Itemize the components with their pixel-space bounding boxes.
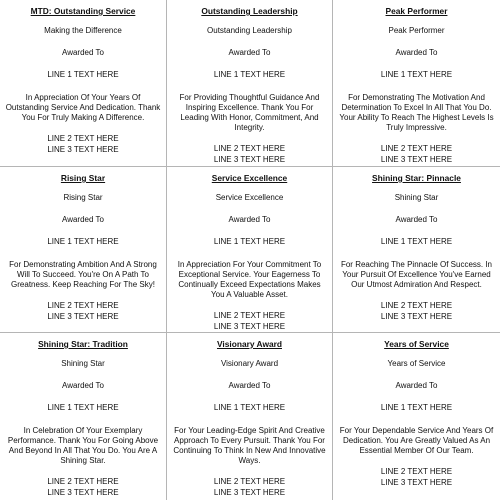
recipient-line-3: LINE 3 TEXT HERE: [47, 311, 119, 321]
award-subtitle: Rising Star: [63, 193, 103, 202]
award-title: Shining Star: Tradition: [38, 339, 128, 349]
recipient-line-3: LINE 3 TEXT HERE: [47, 144, 119, 154]
recipient-line-1: LINE 1 TEXT HERE: [47, 403, 119, 413]
award-card-visionary-award: [167, 333, 333, 500]
award-description: For Reaching The Pinnacle Of Success. In Your Pursuit Of Excellence You've Earned Our Utmost Admiration And Respect.: [340, 259, 493, 290]
award-subtitle: Visionary Award: [220, 359, 279, 368]
recipient-line-3: LINE 3 TEXT HERE: [213, 487, 286, 497]
awarded-to-label: Awarded To: [228, 381, 271, 391]
footer-lines: [337, 144, 496, 165]
award-title: Peak Performer: [385, 6, 448, 16]
recipient-line-2: LINE 2 TEXT HERE: [380, 144, 453, 154]
award-card-years-of-service: [333, 333, 500, 500]
awarded-to-label: Awarded To: [228, 215, 271, 225]
recipient-line-2: LINE 2 TEXT HERE: [380, 467, 453, 477]
award-subtitle: Shining Star: [61, 359, 105, 368]
footer-lines: [4, 301, 162, 322]
award-description: In Appreciation Of Your Years Of Outstanding Service And Dedication. Thank You For Truly Making A Difference.: [5, 92, 161, 123]
recipient-line-2: LINE 2 TEXT HERE: [213, 144, 286, 154]
recipient-line-1: LINE 1 TEXT HERE: [47, 70, 119, 80]
awarded-to-label: Awarded To: [395, 215, 438, 225]
recipient-line-1: LINE 1 TEXT HERE: [213, 403, 286, 413]
award-card-shining-star-pinnacle: [333, 167, 500, 333]
awarded-to-label: Awarded To: [62, 215, 104, 225]
footer-lines: [171, 477, 328, 498]
award-title: Service Excellence: [211, 173, 288, 183]
award-title: Outstanding Leadership: [201, 6, 298, 16]
recipient-line-2: LINE 2 TEXT HERE: [380, 301, 453, 311]
award-description: For Demonstrating The Motivation And Determination To Excel In All That You Do. Your Ability To Reach The Highest Levels Is Truly Impressive.: [339, 92, 494, 133]
award-description: For Demonstrating Ambition And A Strong Will To Succeed. You're On A Path To Greatness. Keep Reaching For The Sky!: [9, 259, 157, 290]
awarded-to-label: Awarded To: [62, 381, 104, 391]
award-description: In Appreciation For Your Commitment To Exceptional Service. Your Eagerness To Continually Exceed Expectations Makes You A Valuable Asset.: [177, 259, 322, 300]
recipient-line-2: LINE 2 TEXT HERE: [213, 311, 286, 321]
award-subtitle: Service Excellence: [215, 193, 284, 202]
awarded-to-label: Awarded To: [395, 381, 438, 391]
award-card-service-excellence: [167, 167, 333, 333]
footer-lines: [171, 311, 328, 332]
award-description: In Celebration Of Your Exemplary Performance. Thank You For Going Above And Beyond In All That You Do. You Are A Shining Star.: [7, 425, 159, 466]
award-card-outstanding-leadership: [167, 0, 333, 167]
recipient-line-2: LINE 2 TEXT HERE: [213, 477, 286, 487]
recipient-line-3: LINE 3 TEXT HERE: [213, 321, 286, 331]
recipient-line-1: LINE 1 TEXT HERE: [380, 70, 453, 80]
footer-lines: [4, 477, 162, 498]
award-card-mtd-outstanding-service: [0, 0, 167, 167]
awarded-to-label: Awarded To: [395, 48, 438, 58]
award-title: Years of Service: [384, 339, 449, 349]
recipient-line-1: LINE 1 TEXT HERE: [380, 403, 453, 413]
recipient-line-3: LINE 3 TEXT HERE: [213, 154, 286, 164]
recipient-line-1: LINE 1 TEXT HERE: [213, 237, 286, 247]
award-subtitle: Shining Star: [394, 193, 439, 202]
recipient-line-3: LINE 3 TEXT HERE: [380, 477, 453, 487]
recipient-line-3: LINE 3 TEXT HERE: [380, 311, 453, 321]
award-title: Shining Star: Pinnacle: [372, 173, 461, 183]
footer-lines: [4, 134, 162, 155]
recipient-line-2: LINE 2 TEXT HERE: [47, 477, 119, 487]
award-description: For Your Dependable Service And Years Of Dedication. You Are Greatly Valued As An Essential Member Of Our Team.: [339, 425, 494, 456]
award-card-peak-performer: [333, 0, 500, 167]
footer-lines: [337, 467, 496, 488]
award-title: Rising Star: [60, 173, 106, 183]
awarded-to-label: Awarded To: [62, 48, 104, 58]
award-subtitle: Peak Performer: [388, 26, 445, 35]
award-title: Visionary Award: [216, 339, 282, 349]
awarded-to-label: Awarded To: [228, 48, 271, 58]
award-title: MTD: Outstanding Service: [30, 6, 136, 16]
award-description: For Providing Thoughtful Guidance And Inspiring Excellence. Thank You For Leading With Honor, Commitment, And Integrity.: [179, 92, 320, 133]
recipient-line-2: LINE 2 TEXT HERE: [47, 134, 119, 144]
recipient-line-1: LINE 1 TEXT HERE: [213, 70, 286, 80]
recipient-line-3: LINE 3 TEXT HERE: [380, 154, 453, 164]
recipient-line-2: LINE 2 TEXT HERE: [47, 301, 119, 311]
award-description: For Your Leading-Edge Spirit And Creative Approach To Every Pursuit. Thank You For Continuing To Think In New And Innovative Ways.: [173, 425, 326, 466]
recipient-line-3: LINE 3 TEXT HERE: [47, 487, 119, 497]
award-subtitle: Making the Difference: [44, 26, 122, 35]
recipient-line-1: LINE 1 TEXT HERE: [380, 237, 453, 247]
award-card-rising-star: [0, 167, 167, 333]
award-card-shining-star-tradition: [0, 333, 167, 500]
footer-lines: [337, 301, 496, 322]
award-subtitle: Outstanding Leadership: [207, 26, 292, 35]
recipient-line-1: LINE 1 TEXT HERE: [47, 237, 119, 247]
award-subtitle: Years of Service: [387, 359, 446, 368]
footer-lines: [171, 144, 328, 165]
